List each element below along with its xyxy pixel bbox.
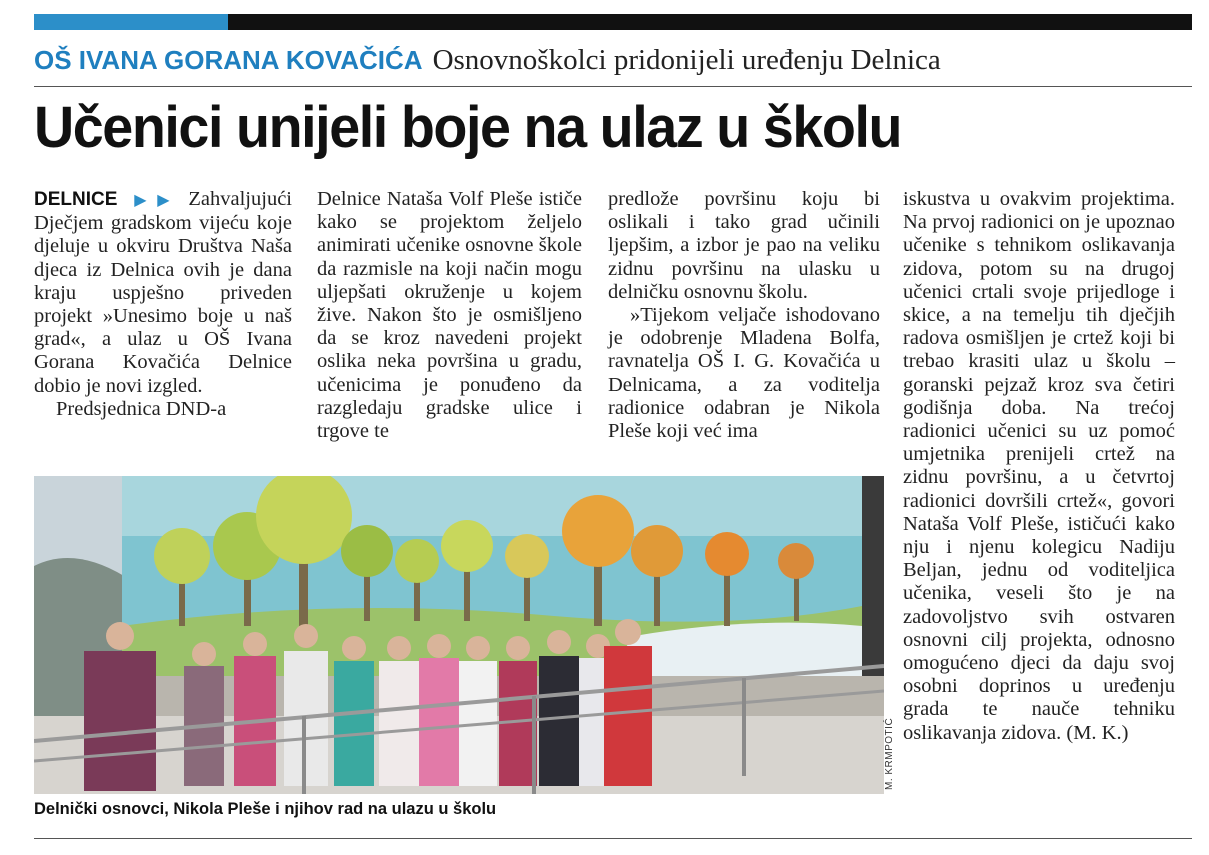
paragraph: Delnice Nataša Volf Pleše ističe kako se projektom željelo animirati učenike osnovne škole da razmisle na koji način mogu uljepšati okruženje u kojem žive. Nakon što je osmišljeno da se kroz navedeni projekt oslika neka površina u gradu, učenicima je ponuđeno da razgledaju gradske ulice i trgove te bbox=[317, 188, 582, 443]
paragraph: iskustva u ovakvim projektima. Na prvoj radionici on je upoznao učenike s tehnikom oslikavanja zidova, potom su na drugoj učenici crtali svoje prijedloge i skice, a na temelju tih dječjih radova osmišljen je crtež koji bi trebao krasiti ulaz u školu – goranski pejzaž kroz sva četiri godišnja doba. Na trećoj radionici učenici su uz pomoć umjetnika prenijeli crtež na zidnu površinu, a u četvrtoj radionici dovršili crtež«, govori Nataša Volf Pleše, ističući kako nju i njenu kolegicu Nadiju Beljan, jednu od voditeljica učenika, veseli što je na zadovoljstvo svih ostvaren osnovni cilj projekta, odnosno omogućeno djeci da daju svoj osobni doprinos u uređenju grada te nauče tehniku oslikavanja zidova. (M. K.) bbox=[903, 188, 1175, 744]
paragraph: Zahvaljujući Dječjem gradskom vijeću koje djeluje u okviru Društva Naša djeca iz Delnica ovih je dana kraju uspješno priveden projekt »Unesimo boje u naš grad«, a ulaz u OŠ Ivana Gorana Kovačića Delnice dobio je novi izgled. bbox=[34, 188, 292, 397]
paragraph: predlože površinu koju bi oslikali i tako grad učinili ljepšim, a izbor je pao na veliku zidnu površinu na ulasku u delničku osnovnu školu. bbox=[608, 188, 880, 303]
article-column-4 bbox=[903, 188, 1175, 745]
paragraph: Predsjednica DND-a bbox=[56, 397, 227, 420]
section-label: OŠ IVANA GORANA KOVAČIĆA bbox=[34, 45, 423, 75]
footer-divider bbox=[34, 838, 1192, 839]
article-photo bbox=[34, 476, 884, 794]
mural-photo-illustration bbox=[34, 476, 884, 794]
top-bar-accent bbox=[34, 14, 228, 30]
article-column-3 bbox=[608, 188, 880, 443]
kicker bbox=[34, 40, 941, 85]
article-column-2 bbox=[317, 188, 582, 443]
article-column-1 bbox=[34, 188, 292, 421]
subtitle: Osnovnoškolci pridonijeli uređenju Delnica bbox=[432, 44, 941, 76]
header-divider bbox=[34, 86, 1192, 87]
photo-caption: Delnički osnovci, Nikola Pleše i njihov rad na ulazu u školu bbox=[34, 800, 497, 818]
dateline: DELNICE bbox=[34, 189, 118, 210]
double-arrow-icon: ▶▶ bbox=[123, 192, 181, 209]
headline: Učenici unijeli boje na ulaz u školu bbox=[34, 95, 902, 160]
paragraph: »Tijekom veljače ishodovano je odobrenje Mladena Bolfa, ravnatelja OŠ I. G. Kovačića u Delnicama, a za voditelja radionice odabran je Nikola Pleše koji već ima bbox=[608, 304, 880, 443]
photo-credit: M. KRMPOTIĆ bbox=[884, 717, 895, 790]
